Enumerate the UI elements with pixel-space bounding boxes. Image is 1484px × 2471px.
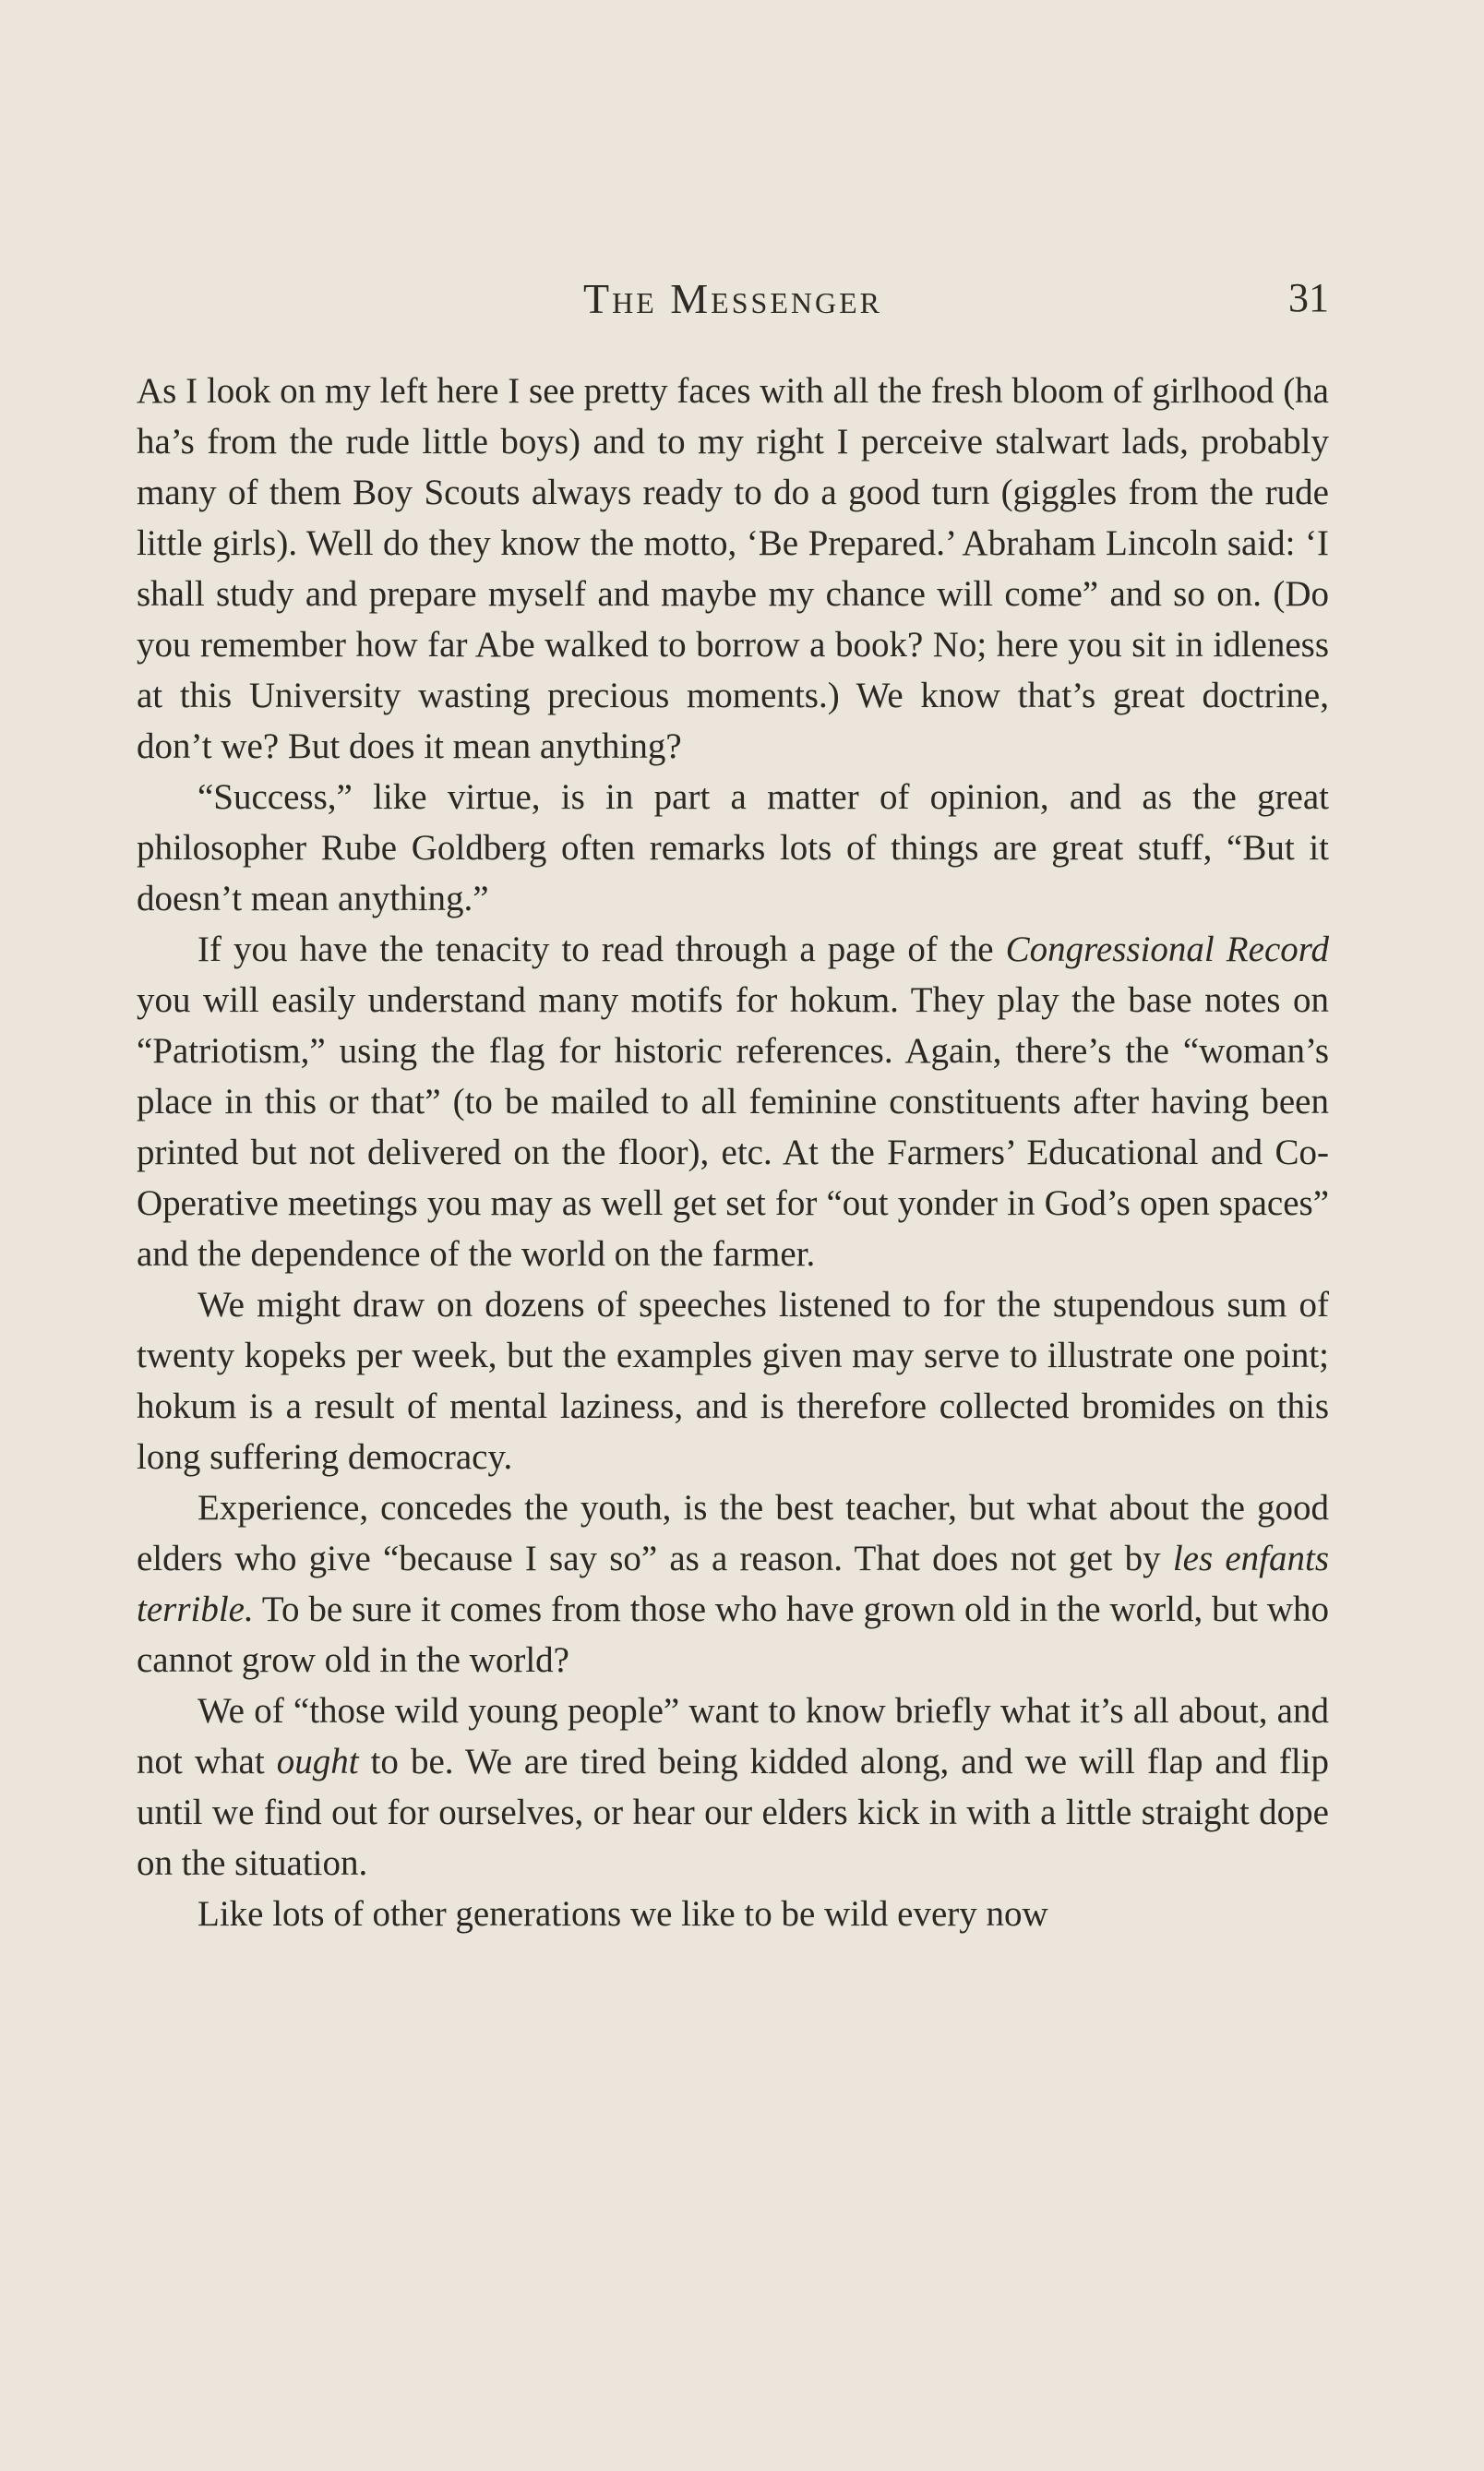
paragraph-3: [137, 924, 1329, 1279]
paragraph-3-italic: Congressional Record: [1005, 930, 1329, 969]
paragraph-4-text: We might draw on dozens of speeches listened to for the stupendous sum of twenty kopeks per week, but the examples given may serve to illustrate one point; hokum is a result of mental laziness, and is therefore collected bromides on this long suffering democracy.: [137, 1285, 1329, 1477]
paragraph-6: [137, 1685, 1329, 1889]
paragraph-5-text-start: Experience, concedes the youth, is the best teacher, but what about the good elders who give “because I say so” as a reason. That does not get by: [137, 1488, 1329, 1578]
paragraph-3-text-start: If you have the tenacity to read through a page of the: [197, 930, 1006, 969]
paragraph-4: [137, 1279, 1329, 1482]
paragraph-7: [137, 1889, 1329, 1939]
paragraph-5-italic: les enfants terrible.: [137, 1539, 1330, 1629]
paragraph-6-text-start: We of “those wild young people” want to know briefly what it’s all about, and not what: [137, 1691, 1329, 1781]
paragraph-1: [137, 366, 1329, 772]
paragraph-6-italic: ought: [276, 1742, 359, 1781]
paragraph-1-text: As I look on my left here I see pretty faces with all the fresh bloom of girlhood (ha ha’s from the rude little boys) and to my right I perceive stalwart lads, probably many of them Boy Scouts always ready to do a good turn (giggles from the rude little girls). Well do they know the motto, ‘Be Prepared.’ Abraham Lincoln said: ‘I shall study and prepare myself and maybe my chance will come” and so on. (Do you remember how far Abe walked to borrow a book? No; here you sit in idleness at this University wasting precious moments.) We know that’s great doctrine, don’t we? But does it mean anything?: [137, 371, 1329, 766]
paragraph-5-text-end: To be sure it comes from those who have grown old in the world, but who cannot grow old in the world?: [137, 1589, 1329, 1680]
paragraph-5: [137, 1482, 1329, 1685]
paragraph-7-text: Like lots of other generations we like to be wild every now: [197, 1894, 1048, 1934]
running-title: The Messenger: [583, 275, 882, 322]
running-head: [137, 274, 1329, 330]
paragraph-2-text: “Success,” like virtue, is in part a matter of opinion, and as the great philosopher Rube Goldberg often remarks lots of things are great stuff, “But it doesn’t mean anything.”: [137, 777, 1329, 918]
page-number: 31: [1288, 275, 1329, 320]
paragraph-6-text-end: to be. We are tired being kidded along, and we will flap and flip until we find out for ourselves, or hear our elders kick in with a little straight dope on the situation.: [137, 1742, 1329, 1883]
body-text: [137, 366, 1329, 1939]
paragraph-3-text-end: you will easily understand many motifs for hokum. They play the base notes on “Patriotism,” using the flag for historic references. Again, there’s the “woman’s place in this or that” (to be mailed to all feminine constituents after having been printed but not delivered on the floor), etc. At the Farmers’ Educational and Co-Operative meetings you may as well get set for “out yonder in God’s open spaces” and the dependence of the world on the farmer.: [137, 980, 1329, 1274]
paragraph-2: [137, 772, 1329, 924]
